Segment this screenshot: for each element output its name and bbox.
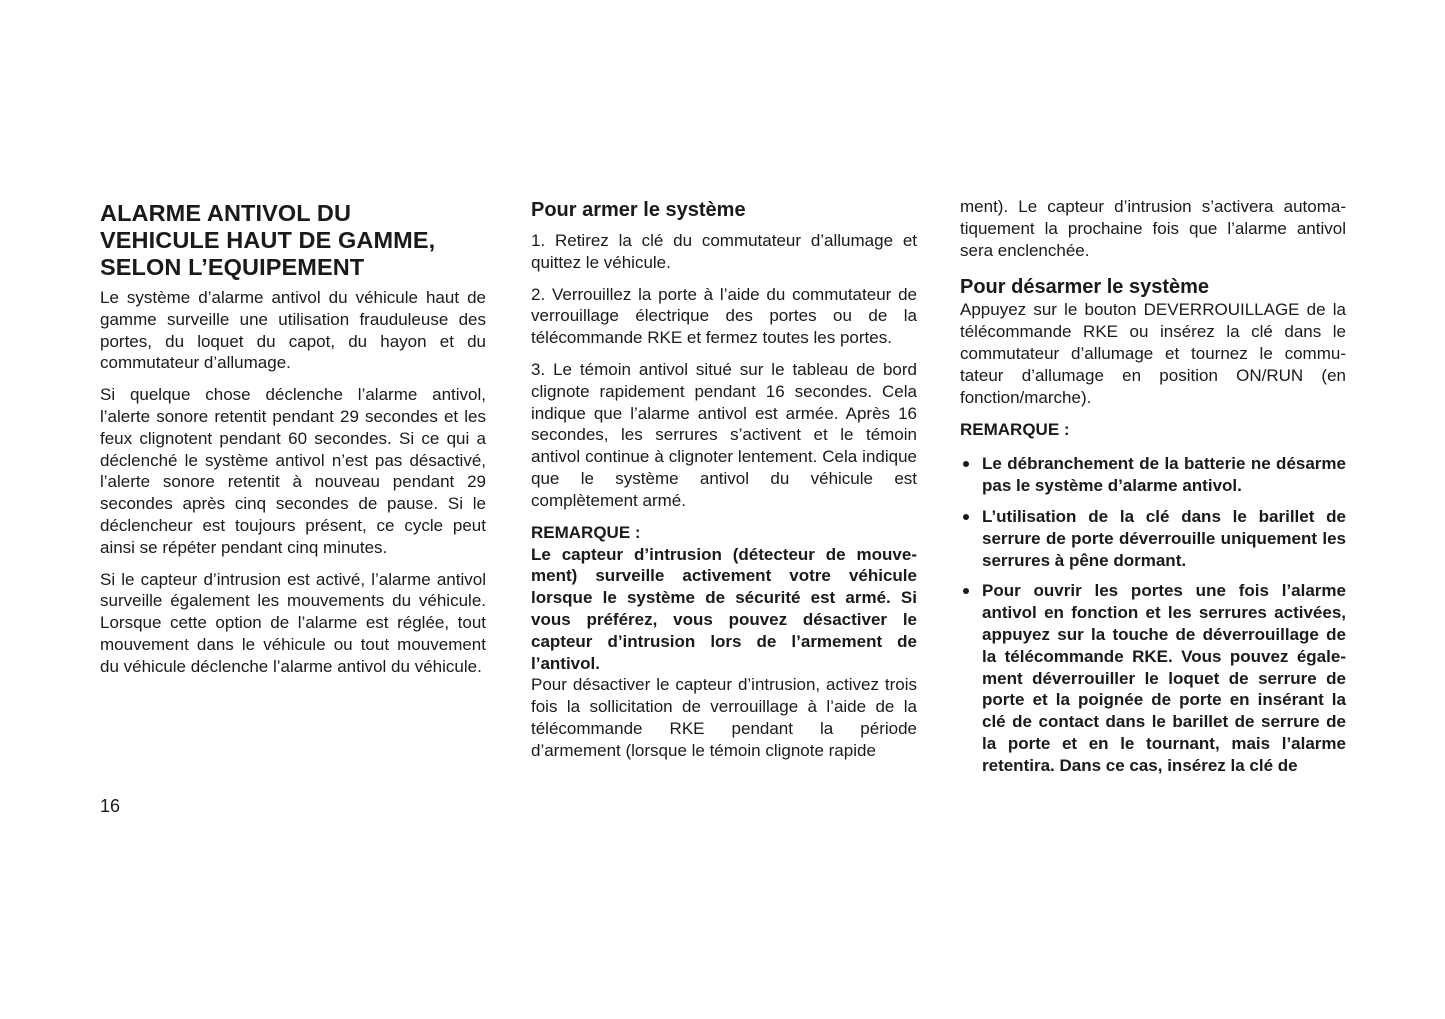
list-item: Pour ouvrir les portes une fois l’alarme antivol en fonction et les serrures activées, appuyez sur la touche de déverrouillage de la télécommande RKE. Vous pouvez également déverrouiller le loquet de serrure de porte et la poignée de porte en insérant la clé de contact dans le barillet de serrure de la porte et en le tournant, mais l’alarme retentira. Dans ce cas, insérez la clé de: [960, 580, 1346, 776]
column-2: [531, 196, 917, 762]
disarm-system-heading: Pour désarmer le système: [960, 276, 1210, 299]
page-number: 16: [100, 796, 121, 816]
disarm-paragraph: Appuyez sur le bouton DEVERROUILLAGE de la télécommande RKE ou insérez la clé dans le commutateur d’allumage et tournez le commutateur d’allumage en position ON/RUN (en fonction/marche).: [960, 300, 1346, 407]
remark-text: Le capteur d’intrusion (détecteur de mouvement) surveille activement votre véhicule lorsque le système de sécurité est armé. Si vous préférez, vous pouvez désactiver le capteur d’intrusion lors de l’armement de l’antivol.: [531, 544, 917, 673]
remark-label: REMARQUE :: [960, 420, 1070, 440]
remark-label: REMARQUE :: [531, 522, 641, 542]
list-item: L’utilisation de la clé dans le barillet de serrure de porte déverrouille uniquement les serrures à pêne dormant.: [960, 506, 1346, 571]
arm-step-3: 3. Le témoin antivol situé sur le tableau de bord clignote rapidement pendant 16 secondes. Cela indique que l’alarme antivol est armée. Après 16 secondes, les serrures s’activent et le témoin antivol continue à clignoter lentement. Cela indique que le système antivol du véhicule est complètement armé.: [531, 359, 917, 510]
section-title-line-1: ALARME ANTIVOL DU: [100, 200, 352, 226]
section-title: [100, 200, 486, 281]
disable-sensor-paragraph: Pour désactiver le capteur d’intrusion, activez trois fois la sollicitation de verrouillage à l’aide de la télécommande RKE pendant la période d’armement (lorsque le témoin clignote rapide: [531, 675, 917, 760]
column-3: [960, 196, 1346, 786]
section-title-line-3: SELON L’EQUIPEMENT: [100, 254, 365, 280]
intrusion-sensor-paragraph: Si le capteur d’intrusion est activé, l’alarme antivol surveille également les mouvements du véhicule. Lorsque cette option de l’alarme est réglée, tout mouvement dans le véhicule ou tout mouvement du véhicule déclenche l’alarme antivol du véhicule.: [100, 569, 486, 676]
intro-paragraph: Le système d’alarme antivol du véhicule haut de gamme surveille une utilisation frauduleuse des portes, du loquet du capot, du hayon et du commutateur d’allumage.: [100, 288, 486, 373]
list-item: Le débranchement de la batterie ne désarme pas le système d’alarme antivol.: [960, 453, 1346, 497]
arm-step-1: 1. Retirez la clé du commutateur d’allumage et quittez le véhicule.: [531, 231, 917, 272]
continuation-paragraph: ment). Le capteur d’intrusion s’activera automatiquement la prochaine fois que l’alarme antivol sera enclenchée.: [960, 197, 1346, 260]
alarm-trigger-paragraph: Si quelque chose déclenche l’alarme antivol, l’alerte sonore retentit pendant 29 secondes et les feux clignotent pendant 60 secondes. Si ce qui a déclenché le système antivol n’est pas désactivé, l’alerte sonore retentit à nouveau pendant 29 secondes après cinq secondes de pause. Si le déclencheur est toujours présent, ce cycle peut ainsi se répéter pendant cinq minutes.: [100, 385, 486, 557]
column-1: [100, 196, 486, 688]
arm-step-2: 2. Verrouillez la porte à l’aide du commutateur de verrouillage électrique des portes ou de la télécommande RKE et fermez toutes les portes.: [531, 284, 917, 348]
arm-system-heading: Pour armer le système: [531, 199, 746, 221]
remark-bullet-list: [960, 453, 1346, 776]
section-title-line-2: VEHICULE HAUT DE GAMME,: [100, 227, 436, 253]
